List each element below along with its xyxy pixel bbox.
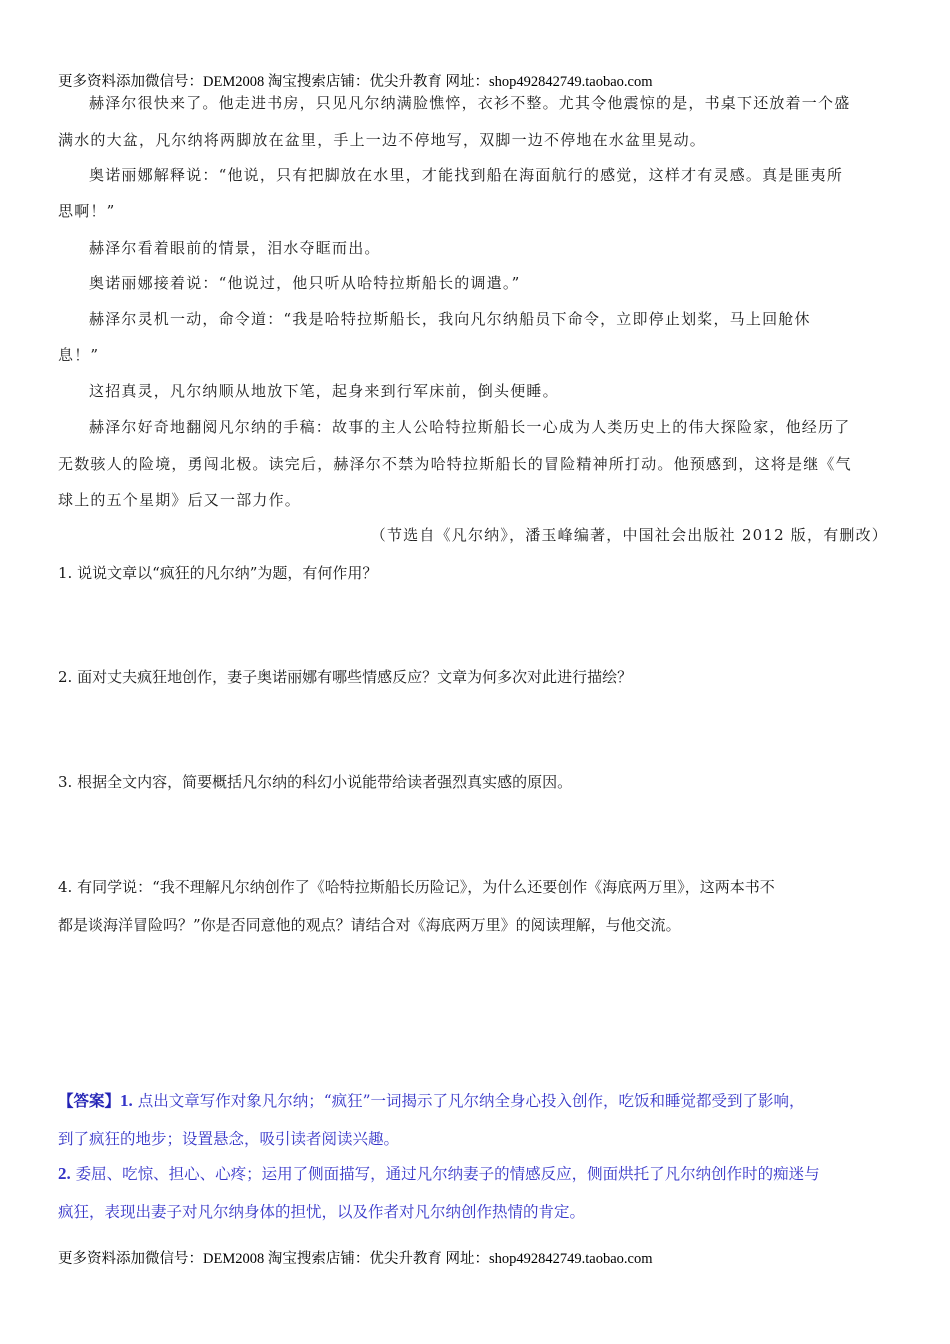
- answer-tag: 【答案】: [58, 1091, 121, 1110]
- story-p7-line1: 赫泽尔好奇地翻阅凡尔纳的手稿：故事的主人公哈特拉斯船长一心成为人类历史上的伟大探险家，他经历了: [89, 418, 851, 436]
- source-citation: （节选自《凡尔纳》，潘玉峰编著，中国社会出版社 2012 版，有删改）: [370, 526, 888, 544]
- answer-1-text: 点出文章写作对象凡尔纳；“疯狂”一词揭示了凡尔纳全身心投入创作，吃饭和睡觉都受到了影响，: [132, 1092, 805, 1110]
- question-3: 3. 根据全文内容，简要概括凡尔纳的科幻小说能带给读者强烈真实感的原因。: [58, 773, 573, 791]
- story-p2-line2: 思啊！”: [58, 202, 116, 220]
- story-p7-line2: 无数骇人的险境，勇闯北极。读完后，赫泽尔不禁为哈特拉斯船长的冒险精神所打动。他预感到，这将是继《气: [58, 455, 852, 473]
- question-4-line1: 4. 有同学说：“我不理解凡尔纳创作了《哈特拉斯船长历险记》，为什么还要创作《海底两万里》，这两本书不: [58, 878, 775, 896]
- story-p3: 赫泽尔看着眼前的情景，泪水夺眶而出。: [89, 239, 381, 257]
- question-1: 1. 说说文章以“疯狂的凡尔纳”为题，有何作用？: [58, 564, 378, 582]
- story-p1-line2: 满水的大盆，凡尔纳将两脚放在盆里，手上一边不停地写，双脚一边不停地在水盆里晃动。: [58, 131, 707, 149]
- answer-2-line1: [58, 1165, 893, 1183]
- page-header: 更多资料添加微信号：DEM2008 淘宝搜索店铺：优尖升教育 网址：shop492842749.taobao.com: [58, 74, 653, 90]
- answer-1-number: 1.: [120, 1091, 133, 1110]
- story-excerpt: [58, 0, 888, 560]
- story-p1-line1: 赫泽尔很快来了。他走进书房，只见凡尔纳满脸憔悴，衣衫不整。尤其令他震惊的是，书桌下还放着一个盛: [89, 94, 851, 112]
- story-p4: 奥诺丽娜接着说：“他说过，他只听从哈特拉斯船长的调遣。”: [89, 274, 521, 292]
- answer-2-line2: 疯狂，表现出妻子对凡尔纳身体的担忧，以及作者对凡尔纳创作热情的肯定。: [58, 1203, 586, 1221]
- story-p7-line3: 球上的五个星期》后又一部力作。: [58, 491, 302, 509]
- answer-2-text: 委屈、吃惊、担心、心疼；运用了侧面描写，通过凡尔纳妻子的情感反应，侧面烘托了凡尔纳创作时的痴迷与: [70, 1165, 820, 1183]
- answer-1-line2: 到了疯狂的地步；设置悬念，吸引读者阅读兴趣。: [58, 1130, 400, 1148]
- question-4-line2: 都是谈海洋冒险吗？”你是否同意他的观点？请结合对《海底两万里》的阅读理解，与他交流。: [58, 916, 681, 934]
- question-2: 2. 面对丈夫疯狂地创作，妻子奥诺丽娜有哪些情感反应？文章为何多次对此进行描绘？: [58, 668, 633, 686]
- story-p5-line2: 息！”: [58, 346, 100, 364]
- story-p5-line1: 赫泽尔灵机一动，命令道：“我是哈特拉斯船长，我向凡尔纳船员下命令，立即停止划桨，马上回舱休: [89, 310, 811, 328]
- story-p6: 这招真灵，凡尔纳顺从地放下笔，起身来到行军床前，倒头便睡。: [89, 382, 559, 400]
- answer-1-line1: [58, 1092, 893, 1110]
- story-p2-line1: 奥诺丽娜解释说：“他说，只有把脚放在水里，才能找到船在海面航行的感觉，这样才有灵感。真是匪夷所: [89, 166, 844, 184]
- page-footer: 更多资料添加微信号：DEM2008 淘宝搜索店铺：优尖升教育 网址：shop492842749.taobao.com: [58, 1251, 653, 1267]
- answer-2-number: 2.: [58, 1164, 71, 1183]
